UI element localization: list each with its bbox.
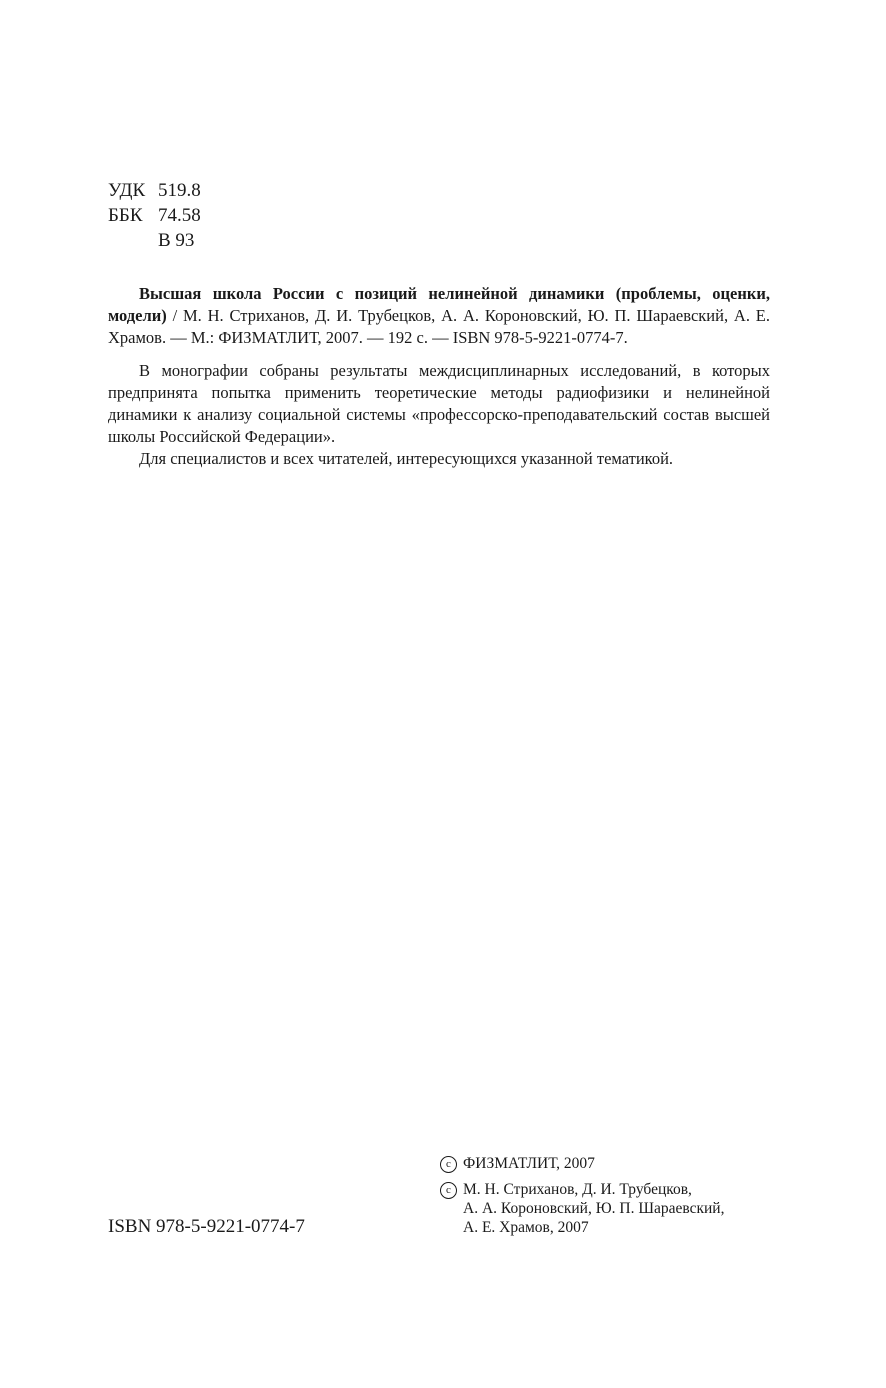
abstract-paragraph: В монографии собраны результаты междисциплинарных исследований, в которых предпринята попытка применить теоретические методы радиофизики и нелинейной динамики к анализу социальной системы «профессорско-преподавательский состав высшей школы Российской Федерации». bbox=[108, 361, 770, 446]
author-mark: В 93 bbox=[158, 230, 195, 251]
bibliographic-description bbox=[108, 283, 770, 470]
book-title: Высшая школа России с позиций нелинейной динамики (проблемы, оценки, модели) bbox=[108, 284, 770, 325]
isbn-footer: ISBN 978-5-9221-0774-7 bbox=[108, 1216, 305, 1237]
udk-label: УДК bbox=[108, 180, 146, 201]
udk-line bbox=[108, 178, 201, 203]
copyright-line: А. А. Короновский, Ю. П. Шараевский, bbox=[463, 1200, 725, 1217]
bbk-label: ББК bbox=[108, 205, 143, 226]
audience-paragraph: Для специалистов и всех читателей, интересующихся указанной тематикой. bbox=[139, 449, 674, 468]
bbk-value: 74.58 bbox=[158, 205, 201, 226]
copyright-block bbox=[440, 1154, 780, 1237]
copyright-lines bbox=[463, 1154, 595, 1173]
copyright-icon: c bbox=[440, 1182, 457, 1199]
classification-block bbox=[108, 178, 201, 253]
copyright-line: А. Е. Храмов, 2007 bbox=[463, 1219, 589, 1236]
copyright-entry-publisher bbox=[440, 1154, 780, 1173]
copyright-line: ФИЗМАТЛИТ, 2007 bbox=[463, 1155, 595, 1172]
copyright-icon: c bbox=[440, 1156, 457, 1173]
bibliographic-entry bbox=[108, 283, 770, 349]
bibliographic-details: / М. Н. Стриханов, Д. И. Трубецков, А. А. Короновский, Ю. П. Шараевский, А. Е. Храмов. — М.: ФИЗМАТЛИТ, 2007. — 192 с. — ISBN 978-5-9221-0774-7. bbox=[108, 306, 770, 347]
copyright-line: М. Н. Стриханов, Д. И. Трубецков, bbox=[463, 1181, 692, 1198]
udk-value: 519.8 bbox=[158, 180, 201, 201]
copyright-entry-authors bbox=[440, 1180, 780, 1237]
copyright-lines bbox=[463, 1180, 724, 1237]
bbk-line bbox=[108, 203, 201, 228]
